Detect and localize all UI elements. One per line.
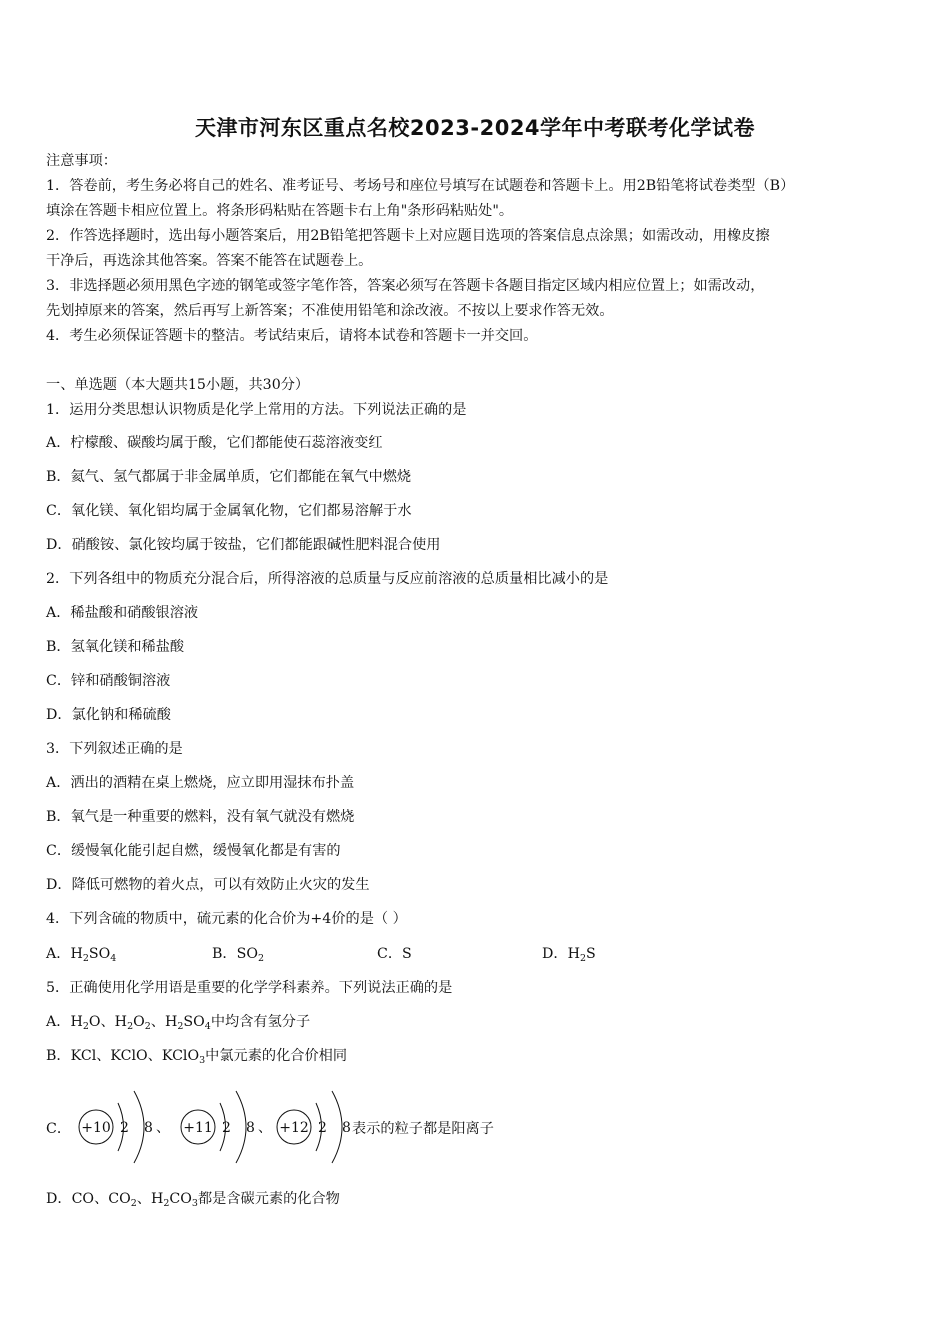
atom-1-nucleus: +10 <box>81 1120 111 1136</box>
atom-diagram-3 <box>277 1091 351 1163</box>
question-2-option-b: B．氢氧化镁和稀盐酸 <box>46 639 185 655</box>
atom-diagram-1 <box>79 1091 153 1163</box>
atom-1-shell-1: 2 <box>120 1120 129 1136</box>
question-2-option-d: D．氯化钠和稀硫酸 <box>46 707 171 723</box>
atom-3-shell-1: 2 <box>318 1120 327 1136</box>
atom-diagram-2 <box>181 1091 255 1163</box>
notice-line: 3．非选择题必须用黑色字迹的钢笔或签字笔作答，答案必须写在答题卡各题目指定区域内相应位置上；如需改动， <box>46 278 765 294</box>
atom-separator: 、 <box>258 1120 272 1136</box>
question-5-stem: 5．正确使用化学用语是重要的化学学科素养。下列说法正确的是 <box>46 980 453 996</box>
question-1-stem: 1．运用分类思想认识物质是化学上常用的方法。下列说法正确的是 <box>46 402 467 418</box>
question-4-options <box>46 943 646 963</box>
question-3-option-a: A．洒出的酒精在桌上燃烧，应立即用湿抹布扑盖 <box>46 775 355 791</box>
question-1-option-c: C．氧化镁、氧化铝均属于金属氧化物，它们都易溶解于水 <box>46 503 412 519</box>
question-5-option-c <box>46 1085 606 1165</box>
question-3-option-c: C．缓慢氧化能引起自燃，缓慢氧化都是有害的 <box>46 843 341 859</box>
question-3-stem: 3．下列叙述正确的是 <box>46 741 183 757</box>
notice-line: 填涂在答题卡相应位置上。将条形码粘贴在答题卡右上角"条形码粘贴处"。 <box>46 203 514 219</box>
question-2-option-a: A．稀盐酸和硝酸银溶液 <box>46 605 199 621</box>
atom-2-shell-2: 8 <box>246 1120 255 1136</box>
notice-line: 4．考生必须保证答题卡的整洁。考试结束后，请将本试卷和答题卡一并交回。 <box>46 328 538 344</box>
notice-line: 1．答卷前，考生务必将自己的姓名、准考证号、考场号和座位号填写在试题卷和答题卡上。用2B铅笔将试卷类型（B） <box>46 178 795 194</box>
question-4-option-a: A．$H_2SO_4$ <box>46 946 117 964</box>
atom-1-shell-2: 8 <box>144 1120 153 1136</box>
atom-3-shell-2: 8 <box>342 1120 351 1136</box>
notice-line: 干净后，再选涂其他答案。答案不能答在试题卷上。 <box>46 253 373 269</box>
question-3-option-d: D．降低可燃物的着火点，可以有效防止火灾的发生 <box>46 877 370 893</box>
notice-line: 先划掉原来的答案，然后再写上新答案；不准使用铅笔和涂改液。不按以上要求作答无效。 <box>46 303 614 319</box>
question-5-option-b: B．KCl、KClO、KClO$_3$中氯元素的化合价相同 <box>46 1048 348 1066</box>
option-c-label: C． <box>46 1121 72 1137</box>
atom-structure-diagrams <box>46 1085 606 1165</box>
question-3-option-b: B．氧气是一种重要的燃料，没有氧气就没有燃烧 <box>46 809 355 825</box>
question-1-option-d: D．硝酸铵、氯化铵均属于铵盐，它们都能跟碱性肥料混合使用 <box>46 537 441 553</box>
question-1-option-a: A．柠檬酸、碳酸均属于酸，它们都能使石蕊溶液变红 <box>46 435 383 451</box>
atom-separator: 、 <box>156 1120 170 1136</box>
notice-line: 2．作答选择题时，选出每小题答案后，用2B铅笔把答题卡上对应题目选项的答案信息点涂黑；如需改动，用橡皮擦 <box>46 228 770 244</box>
option-c-text: 表示的粒子都是阳离子 <box>352 1121 494 1137</box>
page-title: 天津市河东区重点名校2023-2024学年中考联考化学试卷 <box>194 116 756 140</box>
notice-heading: 注意事项： <box>46 153 117 169</box>
question-5-option-a: A．$H_2O$、$H_2O_2$、$H_2SO_4$中均含有氢分子 <box>46 1014 311 1032</box>
question-2-stem: 2．下列各组中的物质充分混合后，所得溶液的总质量与反应前溶液的总质量相比减小的是 <box>46 571 609 587</box>
atom-3-nucleus: +12 <box>279 1120 309 1136</box>
question-2-option-c: C．锌和硝酸铜溶液 <box>46 673 171 689</box>
question-1-option-b: B．氦气、氢气都属于非金属单质，它们都能在氧气中燃烧 <box>46 469 412 485</box>
atom-2-nucleus: +11 <box>183 1120 213 1136</box>
question-5-option-d: D．CO、$CO_2$、$H_2CO_3$都是含碳元素的化合物 <box>46 1191 340 1209</box>
atom-2-shell-1: 2 <box>222 1120 231 1136</box>
question-4-option-c: C．S <box>377 946 412 962</box>
question-4-stem: 4．下列含硫的物质中，硫元素的化合价为+4价的是（ ） <box>46 911 407 927</box>
question-4-option-b: B．$SO_2$ <box>212 946 265 964</box>
section-heading: 一、单选题（本大题共15小题，共30分） <box>46 377 310 393</box>
question-4-option-d: D．$H_2S$ <box>542 946 596 964</box>
